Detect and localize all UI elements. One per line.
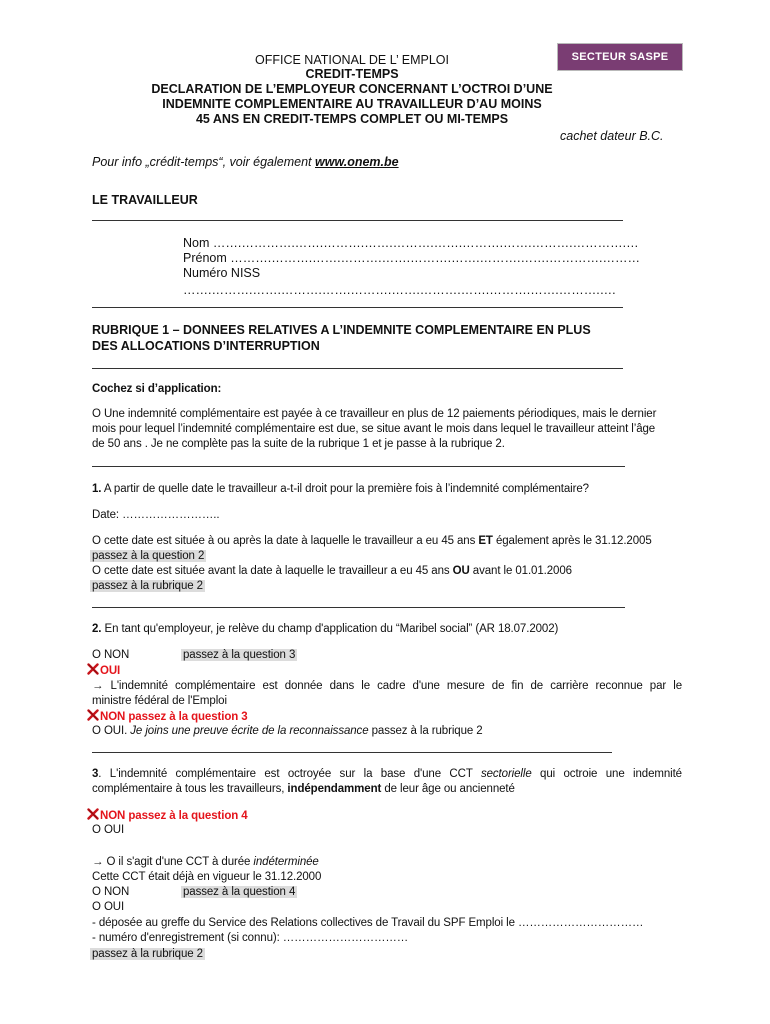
option-emphasis: indéterminée	[253, 856, 319, 868]
niss-label: Numéro NISS	[183, 266, 261, 280]
date-field[interactable]: Date: ……………………..	[92, 509, 220, 521]
sector-badge: SECTEUR SASPE	[557, 43, 683, 71]
option-text: avant le 01.01.2006	[469, 565, 572, 577]
question-number: 2.	[92, 623, 102, 635]
worker-heading: LE TRAVAILLEUR	[92, 193, 198, 207]
non-label: NON passez à la question 3	[100, 711, 248, 723]
cct-duree-option[interactable]	[92, 855, 319, 870]
option-text: également après le 31.12.2005	[492, 535, 652, 547]
info-line	[92, 155, 399, 170]
option-text: O cette date est située avant la date à laquelle le travailleur a eu 45 ans	[92, 565, 453, 577]
cochez-label: Cochez si d’application:	[92, 383, 222, 395]
option-emphasis: ET	[478, 535, 493, 547]
question-emphasis: indépendamment	[287, 783, 382, 795]
onem-link[interactable]: www.onem.be	[315, 155, 399, 169]
question-emphasis: sectorielle	[480, 768, 532, 780]
cct-oui-option[interactable]: O OUI	[92, 901, 125, 913]
rubrique1-heading-line2: DES ALLOCATIONS D’INTERRUPTION	[92, 339, 320, 353]
credit-temps-title: CREDIT-TEMPS	[305, 67, 399, 81]
niss-field[interactable]: …….……….…….……….…….……….…….……….…….……….…….……….….	[183, 283, 616, 297]
option-emphasis: Je joins une preuve écrite de la reconnaissance	[130, 725, 369, 737]
declaration-title-line2: INDEMNITE COMPLEMENTAIRE AU TRAVAILLEUR D’AU MOINS	[162, 97, 542, 111]
office-title: OFFICE NATIONAL DE L’ EMPLOI	[254, 53, 450, 67]
q1-option2[interactable]	[92, 564, 572, 579]
prenom-field[interactable]: Prénom ……….……….…….……….…….……….…….……….…….………….………	[183, 251, 640, 265]
question-number: 3	[92, 768, 99, 780]
info-prefix: Pour info „crédit-temps“, voir également	[92, 155, 316, 169]
intro-line: de 50 ans . Je ne complète pas la suite de la rubrique 1 et je passe à la rubrique 2.	[92, 438, 505, 450]
question3-line2	[92, 782, 515, 797]
numero-field[interactable]: - numéro d'enregistrement (si connu): ……………………………	[92, 932, 409, 944]
q2-sub-oui-option[interactable]	[92, 724, 483, 739]
q2-oui-option[interactable]	[87, 663, 120, 679]
cct-non-option[interactable]: O NON	[92, 886, 130, 898]
divider	[92, 607, 625, 608]
option-text: → O il s'agit d'une CCT à durée	[92, 856, 254, 868]
question2	[92, 622, 558, 637]
goto-question3: passez à la question 3	[183, 649, 296, 661]
goto-question4: passez à la question 4	[183, 886, 296, 898]
divider	[92, 466, 625, 467]
x-check-icon	[87, 663, 99, 675]
declaration-title-line1: DECLARATION DE L’EMPLOYEUR CONCERNANT L’OCTROI D’UNE	[151, 82, 553, 96]
goto-rubrique2: passez à la rubrique 2	[92, 948, 203, 960]
question3	[92, 767, 682, 782]
intro-line: O Une indemnité complémentaire est payée à ce travailleur en plus de 12 paiements périodiques, mais le dernier	[92, 408, 657, 420]
nom-field[interactable]: Nom …….………….…….……….…….……….…….……….…….……….………….…	[183, 236, 639, 250]
question-number: 1.	[92, 483, 102, 495]
question-text: qui octroie une indemnité	[531, 768, 682, 780]
q3-non-option[interactable]	[87, 808, 248, 824]
q2-sub-non-option[interactable]	[87, 709, 248, 725]
option-emphasis: OU	[452, 565, 470, 577]
option-text: O OUI.	[92, 725, 131, 737]
q3-oui-option[interactable]: O OUI	[92, 824, 125, 836]
rubrique1-heading-line1: RUBRIQUE 1 – DONNEES RELATIVES A L’INDEMNITE COMPLEMENTAIRE EN PLUS	[92, 323, 591, 337]
cct-vigueur: Cette CCT était déjà en vigueur le 31.12.2000	[92, 871, 322, 883]
x-check-icon	[87, 709, 99, 721]
arrow-line2: ministre fédéral de l'Emploi	[92, 695, 227, 707]
goto-question2: passez à la question 2	[92, 550, 205, 562]
question-text: A partir de quelle date le travailleur a-t-il droit pour la première fois à l’indemnité complémentaire?	[101, 483, 589, 495]
divider	[92, 220, 623, 221]
declaration-title-line3: 45 ANS EN CREDIT-TEMPS COMPLET OU MI-TEMPS	[195, 112, 509, 126]
question-text: de leur âge ou ancienneté	[381, 783, 515, 795]
intro-option[interactable]	[92, 407, 692, 452]
x-check-icon	[87, 808, 99, 820]
divider	[92, 307, 623, 308]
divider	[92, 368, 623, 369]
question-text: . L'indemnité complémentaire est octroyée sur la base d'une CCT	[98, 768, 481, 780]
divider	[92, 752, 612, 753]
arrow-line1: → L'indemnité complémentaire est donnée dans le cadre d'une mesure de fin de carrière reconnue par le	[92, 680, 682, 692]
question1	[92, 482, 589, 497]
question-text: En tant qu'employeur, je relève du champ d'application du “Maribel social” (AR 18.07.2002)	[101, 623, 559, 635]
q1-option1[interactable]	[92, 534, 652, 549]
option-text: O cette date est située à ou après la date à laquelle le travailleur a eu 45 ans	[92, 535, 479, 547]
q2-non-option[interactable]: O NON	[92, 649, 130, 661]
non-label: NON passez à la question 4	[100, 810, 248, 822]
option-text: passez à la rubrique 2	[368, 725, 483, 737]
goto-rubrique2: passez à la rubrique 2	[92, 580, 203, 592]
oui-label: OUI	[100, 665, 121, 677]
cachet-dateur: cachet dateur B.C.	[560, 129, 664, 143]
intro-line: mois pour lequel l’indemnité complémentaire est due, se situe avant le mois dans lequel le travailleur atteint l’âge	[92, 423, 656, 435]
deposee-field[interactable]: - déposée au greffe du Service des Relations collectives de Travail du SPF Emploi le ……………………………	[92, 917, 644, 929]
question-text: complémentaire à tous les travailleurs,	[92, 783, 288, 795]
